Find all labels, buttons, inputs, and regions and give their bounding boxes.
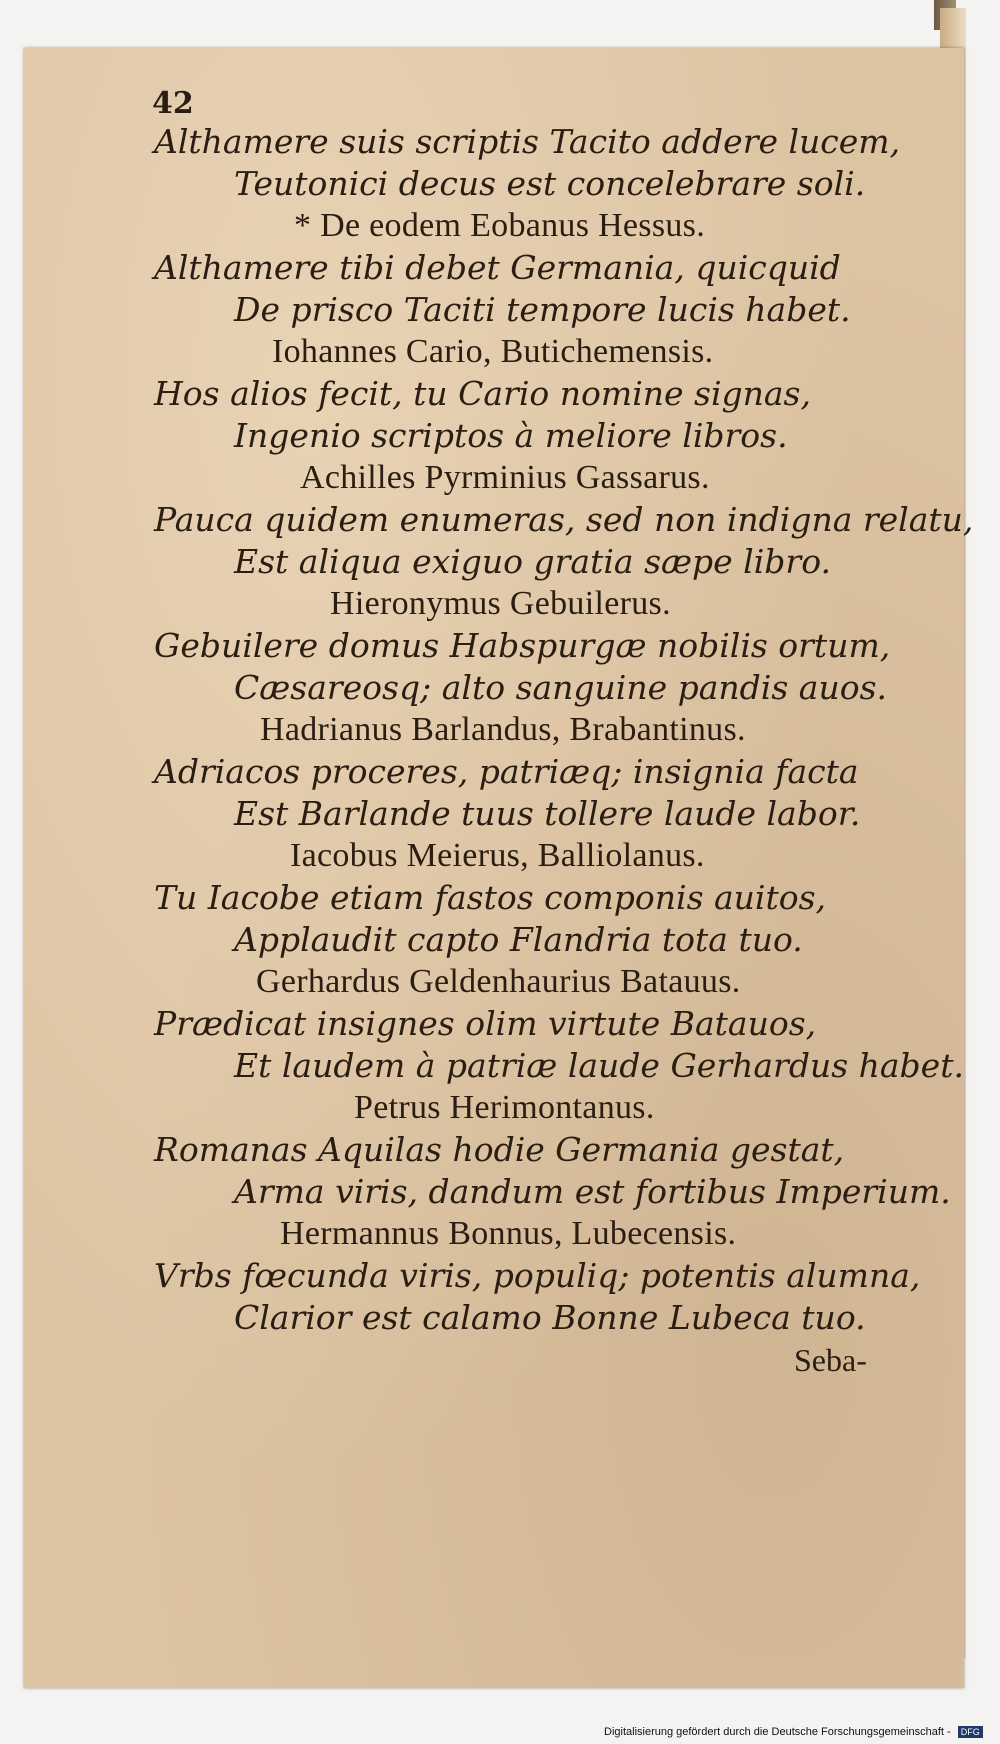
verse-line: Vrbs fœcunda viris, populiq; potentis alumna,	[154, 1256, 921, 1295]
verse-line: De prisco Taciti tempore lucis habet.	[234, 290, 851, 329]
heading-line: Achilles Pyrminius Gassarus.	[300, 459, 710, 496]
heading-line: * De eodem Eobanus Hessus.	[294, 207, 706, 244]
verse-line: Clarior est calamo Bonne Lubeca tuo.	[234, 1298, 866, 1337]
verse-line: Teutonici decus est concelebrare soli.	[234, 164, 866, 203]
verse-line: Et laudem à patriæ laude Gerhardus habet.	[234, 1046, 964, 1085]
heading-line: Hieronymus Gebuilerus.	[330, 585, 671, 622]
verse-line: Romanas Aquilas hodie Germania gestat,	[154, 1130, 845, 1169]
verse-line: Hos alios fecit, tu Cario nomine signas,	[154, 374, 811, 413]
verse-line: Est Barlande tuus tollere laude labor.	[234, 794, 861, 833]
heading-line: Iacobus Meierus, Balliolanus.	[290, 837, 705, 874]
verse-line: Cæsareosq; alto sanguine pandis auos.	[234, 668, 888, 707]
verse-line: Pauca quidem enumeras, sed non indigna relatu,	[154, 500, 974, 539]
verse-line: Adriacos proceres, patriæq; insignia facta	[154, 752, 859, 791]
book-page	[24, 48, 974, 1688]
verse-line: Althamere tibi debet Germania, quicquid	[154, 248, 841, 287]
heading-line: Hadrianus Barlandus, Brabantinus.	[260, 711, 746, 748]
credit-text: Digitalisierung gefördert durch die Deutsche Forschungsgemeinschaft -	[604, 1726, 951, 1738]
verse-line: Applaudit capto Flandria tota tuo.	[234, 920, 803, 959]
digitization-credit	[604, 1726, 983, 1738]
dfg-logo: DFG	[958, 1726, 983, 1738]
heading-line: Petrus Herimontanus.	[354, 1089, 655, 1126]
verse-line: Ingenio scriptos à meliore libros.	[234, 416, 788, 455]
verse-line: Gebuilere domus Habspurgæ nobilis ortum,	[154, 626, 891, 665]
verse-line: Est aliqua exiguo gratia sæpe libro.	[234, 542, 831, 581]
verse-line: Tu Iacobe etiam fastos componis auitos,	[154, 878, 827, 917]
heading-line: Hermannus Bonnus, Lubecensis.	[280, 1215, 737, 1252]
heading-line: Gerhardus Geldenhaurius Batauus.	[256, 963, 741, 1000]
verse-line: Prædicat insignes olim virtute Batauos,	[154, 1004, 817, 1043]
verse-line: Althamere suis scriptis Tacito addere lucem,	[154, 122, 901, 161]
heading-line: Iohannes Cario, Butichemensis.	[272, 333, 714, 370]
page-number: 42	[152, 86, 194, 121]
catchword: Seba-	[794, 1342, 867, 1378]
verse-line: Arma viris, dandum est fortibus Imperium.	[234, 1172, 951, 1211]
